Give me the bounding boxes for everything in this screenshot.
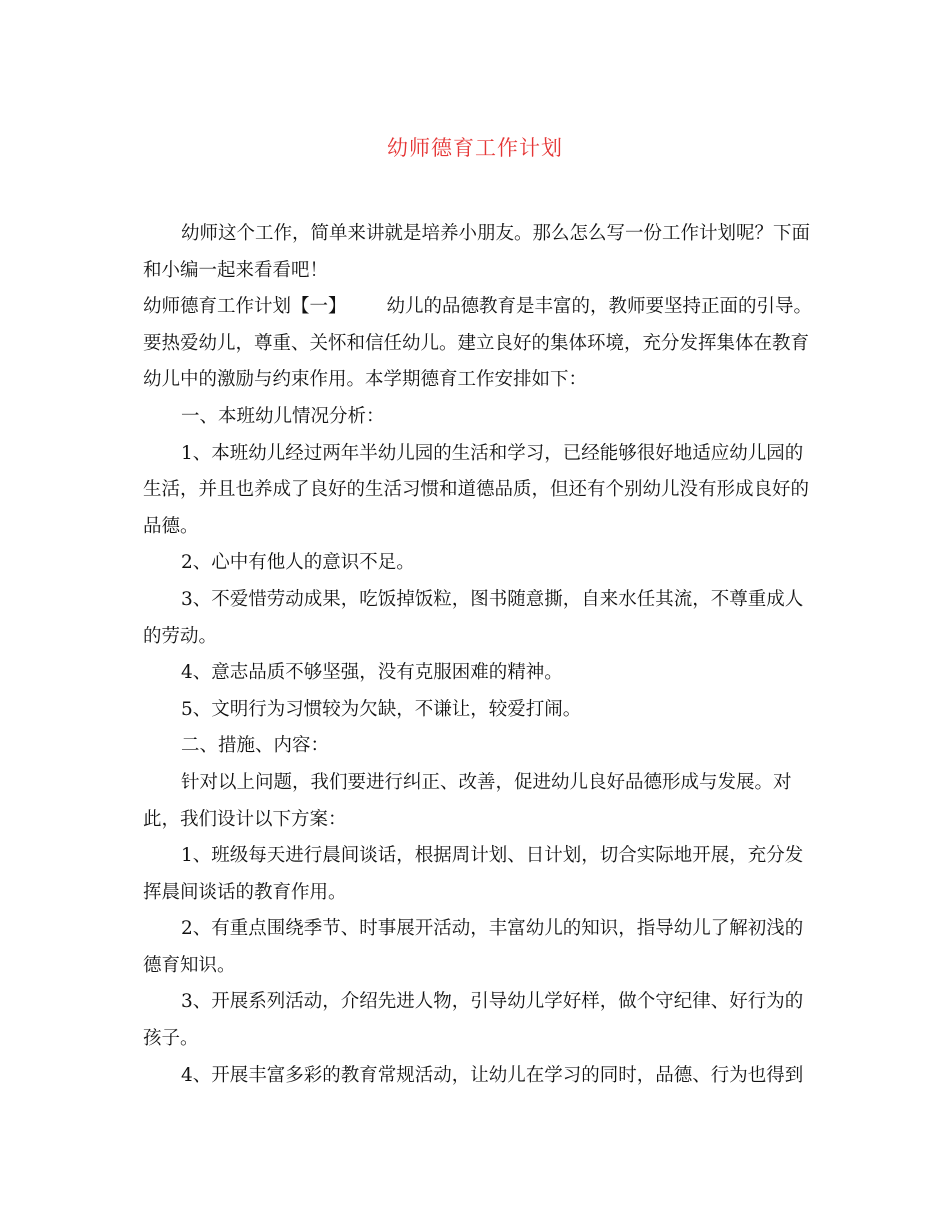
part1-item-3: 3、不爱惜劳动成果，吃饭掉饭粒，图书随意撕，自来水任其流，不尊重成人的劳动。 bbox=[143, 588, 804, 647]
document-title: 幼师德育工作计划 bbox=[387, 136, 563, 160]
intro-paragraph: 幼师这个工作，简单来讲就是培养小朋友。那么怎么写一份工作计划呢？下面和小编一起来看看吧！ bbox=[143, 223, 811, 281]
part2-item-2: 2、有重点围绕季节、时事展开活动，丰富幼儿的知识，指导幼儿了解初浅的德育知识。 bbox=[143, 918, 804, 976]
part2-heading: 二、措施、内容： bbox=[181, 735, 330, 757]
part1-item-4: 4、意志品质不够坚强，没有克服困难的精神。 bbox=[181, 662, 563, 684]
part2-item-4: 4、开展丰富多彩的教育常规活动，让幼儿在学习的同时，品德、行为也得到 bbox=[181, 1064, 804, 1086]
document-body bbox=[143, 216, 813, 1094]
part1-item-5: 5、文明行为习惯较为欠缺，不谦让，较爱打闹。 bbox=[181, 698, 582, 720]
part2-item-1: 1、班级每天进行晨间谈话，根据周计划、日计划，切合实际地开展，充分发挥晨间谈话的教育作用。 bbox=[143, 845, 804, 903]
part1-heading: 一、本班幼儿情况分析： bbox=[181, 405, 385, 427]
section-heading: 幼师德育工作计划【一】 bbox=[143, 296, 347, 318]
part2-intro: 针对以上问题，我们要进行纠正、改善，促进幼儿良好品德形成与发展。对此，我们设计以下方案： bbox=[143, 771, 792, 830]
section-intro: 幼儿的品德教育是丰富的，教师要坚持正面的引导。要热爱幼儿，尊重、关怀和信任幼儿。建立良好的集体环境，充分发挥集体在教育幼儿中的激励与约束作用。本学期德育工作安排如下： bbox=[143, 296, 813, 391]
part1-item-1: 1、本班幼儿经过两年半幼儿园的生活和学习，已经能够很好地适应幼儿园的生活，并且也养成了良好的生活习惯和道德品质，但还有个别幼儿没有形成良好的品德。 bbox=[143, 442, 810, 537]
part2-item-3: 3、开展系列活动，介绍先进人物，引导幼儿学好样，做个守纪律、好行为的孩子。 bbox=[143, 991, 804, 1050]
part1-item-2: 2、心中有他人的意识不足。 bbox=[181, 552, 415, 574]
section-paragraph bbox=[143, 289, 813, 399]
